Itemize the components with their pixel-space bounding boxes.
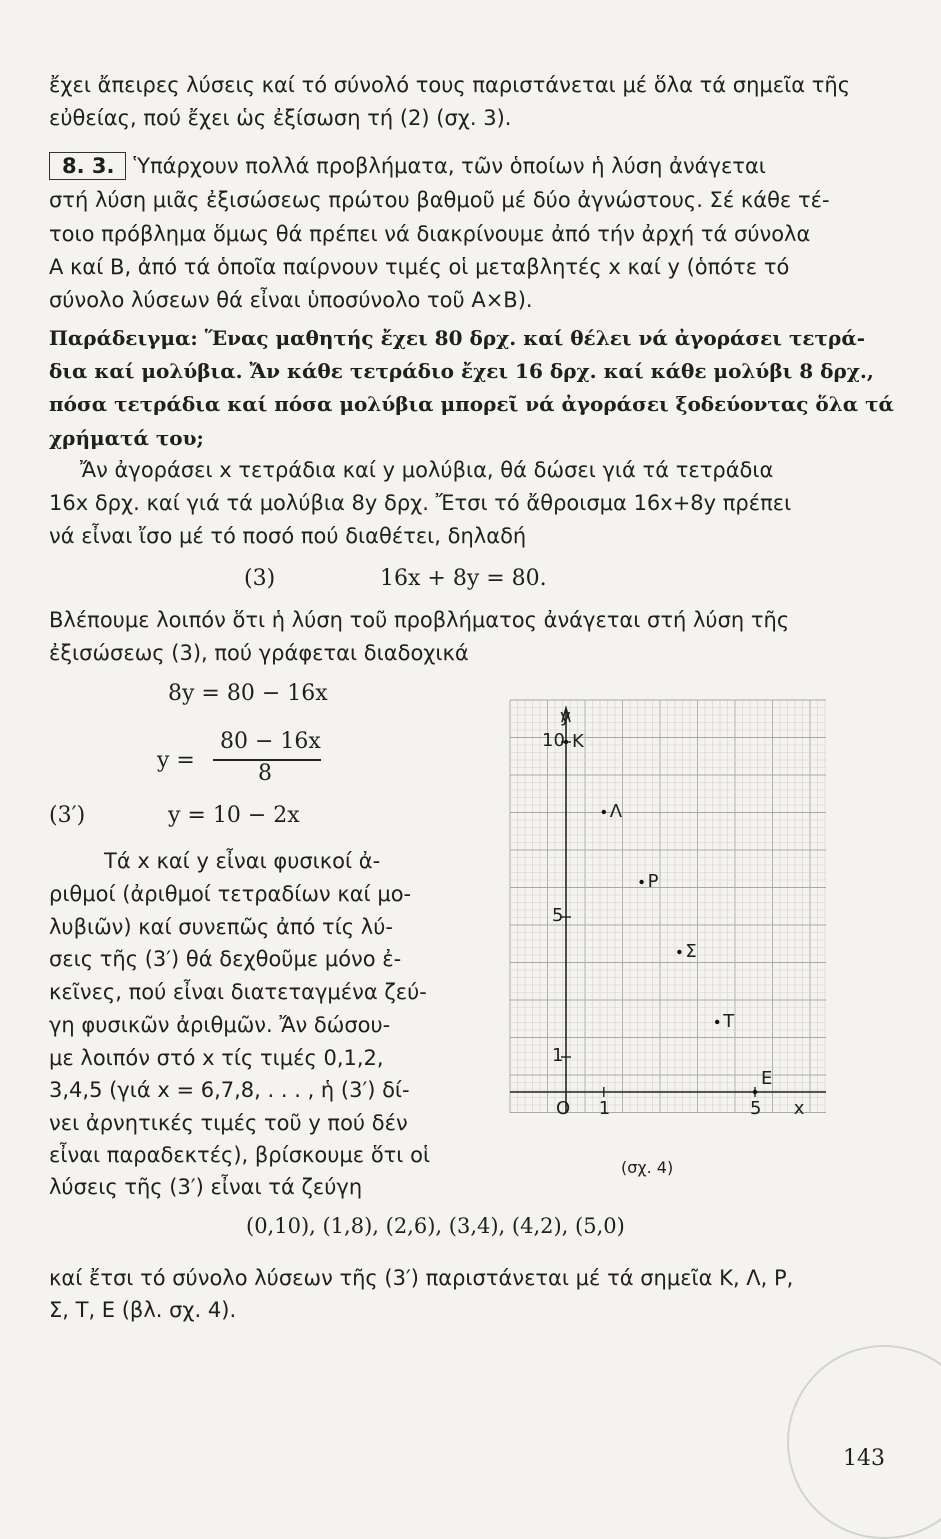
example-line-1: Παράδειγμα: Ἕνας μαθητής ἔχει 80 δρχ. καί θέλει νά ἀγοράσει τετρά- [49, 326, 866, 350]
figure-caption: (σχ. 4) [621, 1158, 674, 1177]
origin-label: O [556, 1098, 571, 1119]
para4-line-11: λύσεις τῆς (3′) εἶναι τά ζεύγη [49, 1175, 363, 1199]
section-line-4: Α καί Β, ἀπό τά ὁποῖα παίρνουν τιμές οἱ μεταβλητές x καί y (ὁπότε τό [49, 255, 790, 279]
section-text: Ὑπάρχουν πολλά προβλήματα, τῶν ὁποίων ἡ λύση ἀνάγεται [133, 154, 766, 178]
section-number: 8. 3. [49, 152, 126, 180]
y-tick-5: 5 [552, 905, 564, 926]
point-label-K: Κ [572, 731, 584, 752]
fraction-denominator: 8 [258, 761, 272, 786]
para5-line-2: Σ, Τ, Ε (βλ. σχ. 4). [49, 1298, 237, 1322]
x-axis-label: x [793, 1098, 805, 1119]
y-axis-label: y [560, 706, 571, 727]
point-label-T: Τ [723, 1011, 735, 1032]
derivation-step-2-lhs: y = [157, 748, 195, 773]
point-label-L: Λ [609, 801, 623, 822]
derivation-step-1: 8y = 80 − 16x [168, 681, 328, 706]
graph-points [564, 740, 757, 1094]
para2-line-3: νά εἶναι ἴσο μέ τό ποσό πού διαθέτει, δηλαδή [49, 524, 527, 548]
para3-line-2: ἐξισώσεως (3), πού γράφεται διαδοχικά [49, 641, 469, 665]
point-label-R: Ρ [647, 871, 659, 892]
eq3-expression: 16x + 8y = 80. [380, 566, 547, 591]
page-number: 143 [843, 1446, 885, 1471]
para3-line-1: Βλέπουμε λοιπόν ὅτι ἡ λύση τοῦ προβλήματος ἀνάγεται στή λύση τῆς [49, 608, 790, 632]
example-line-4: χρήματά του; [49, 426, 204, 450]
point-5 [753, 1090, 757, 1094]
section-line-2: στή λύση μιᾶς ἐξισώσεως πρώτου βαθμοῦ μέ δύο ἀγνώστους. Σέ κάθε τέ- [49, 188, 830, 212]
x-tick-1: 1 [598, 1098, 611, 1119]
derivation-step-3: y = 10 − 2x [168, 803, 300, 828]
example-line-2: δια καί μολύβια. Ἄν κάθε τετράδιο ἔχει 16 δρχ. καί κάθε μολύβι 8 δρχ., [49, 359, 874, 383]
para5-line-1: καί ἔτσι τό σύνολο λύσεων τῆς (3′) παριστάνεται μέ τά σημεῖα Κ, Λ, Ρ, [49, 1266, 794, 1290]
para4-line-9: νει ἀρνητικές τιμές τοῦ y πού δέν [49, 1111, 408, 1135]
section-line-3: τοιο πρόβλημα ὅμως θά πρέπει νά διακρίνουμε ἀπό τήν ἀρχή τά σύνολα [49, 222, 811, 246]
x-tick-5: 5 [750, 1098, 762, 1119]
point-2 [639, 880, 643, 884]
para4-line-3: λυβιῶν) καί συνεπῶς ἀπό τίς λύ- [49, 915, 393, 939]
para4-line-6: γη φυσικῶν ἀριθμῶν. Ἄν δώσου- [49, 1013, 391, 1037]
y-tick-10: 10 [542, 730, 565, 751]
section-line-5: σύνολο λύσεων θά εἶναι ὑποσύνολο τοῦ Α×Β). [49, 288, 533, 312]
para2-line-2: 16x δρχ. καί γιά τά μολύβια 8y δρχ. Ἔτσι τό ἄθροισμα 16x+8y πρέπει [49, 491, 792, 515]
para4-line-8: 3,4,5 (γιά x = 6,7,8, . . . , ἡ (3′) δί- [49, 1078, 410, 1102]
point-3 [677, 950, 681, 954]
y-tick-1: 1 [552, 1045, 564, 1066]
para1-line-2: εὐθείας, πού ἔχει ὡς ἐξίσωση τή (2) (σχ. 3). [49, 106, 512, 130]
point-label-S: Σ [685, 941, 697, 962]
solution-pairs: (0,10), (1,8), (2,6), (3,4), (4,2), (5,0) [246, 1214, 625, 1238]
point-1 [602, 810, 606, 814]
derivation-step-3-label: (3′) [49, 803, 86, 828]
para2-line-1: Ἄν ἀγοράσει x τετράδια καί y μολύβια, θά δώσει γιά τά τετράδια [80, 458, 774, 482]
para1-line-1: ἔχει ἄπειρες λύσεις καί τό σύνολό τους παριστάνεται μέ ὅλα τά σημεῖα τῆς [49, 73, 851, 97]
para4-line-7: με λοιπόν στό x τίς τιμές 0,1,2, [49, 1046, 384, 1070]
fraction-numerator: 80 − 16x [220, 729, 321, 754]
eq3-label: (3) [244, 566, 276, 591]
point-label-E: Ε [761, 1068, 773, 1089]
para4-line-5: κεῖνες, πού εἶναι διατεταγμένα ζεύ- [49, 980, 427, 1004]
example-line-3: πόσα τετράδια καί πόσα μολύβια μπορεῖ νά ἀγοράσει ξοδεύοντας ὅλα τά [49, 392, 894, 416]
para4-line-10: εἶναι παραδεκτές), βρίσκουμε ὅτι οἱ [49, 1143, 431, 1167]
point-4 [715, 1020, 719, 1024]
para4-line-1: Τά x καί y εἶναι φυσικοί ἀ- [104, 849, 381, 873]
para4-line-2: ριθμοί (ἀριθμοί τετραδίων καί μο- [49, 882, 412, 906]
para4-line-4: σεις τῆς (3′) θά δεχθοῦμε μόνο ἐ- [49, 947, 402, 971]
